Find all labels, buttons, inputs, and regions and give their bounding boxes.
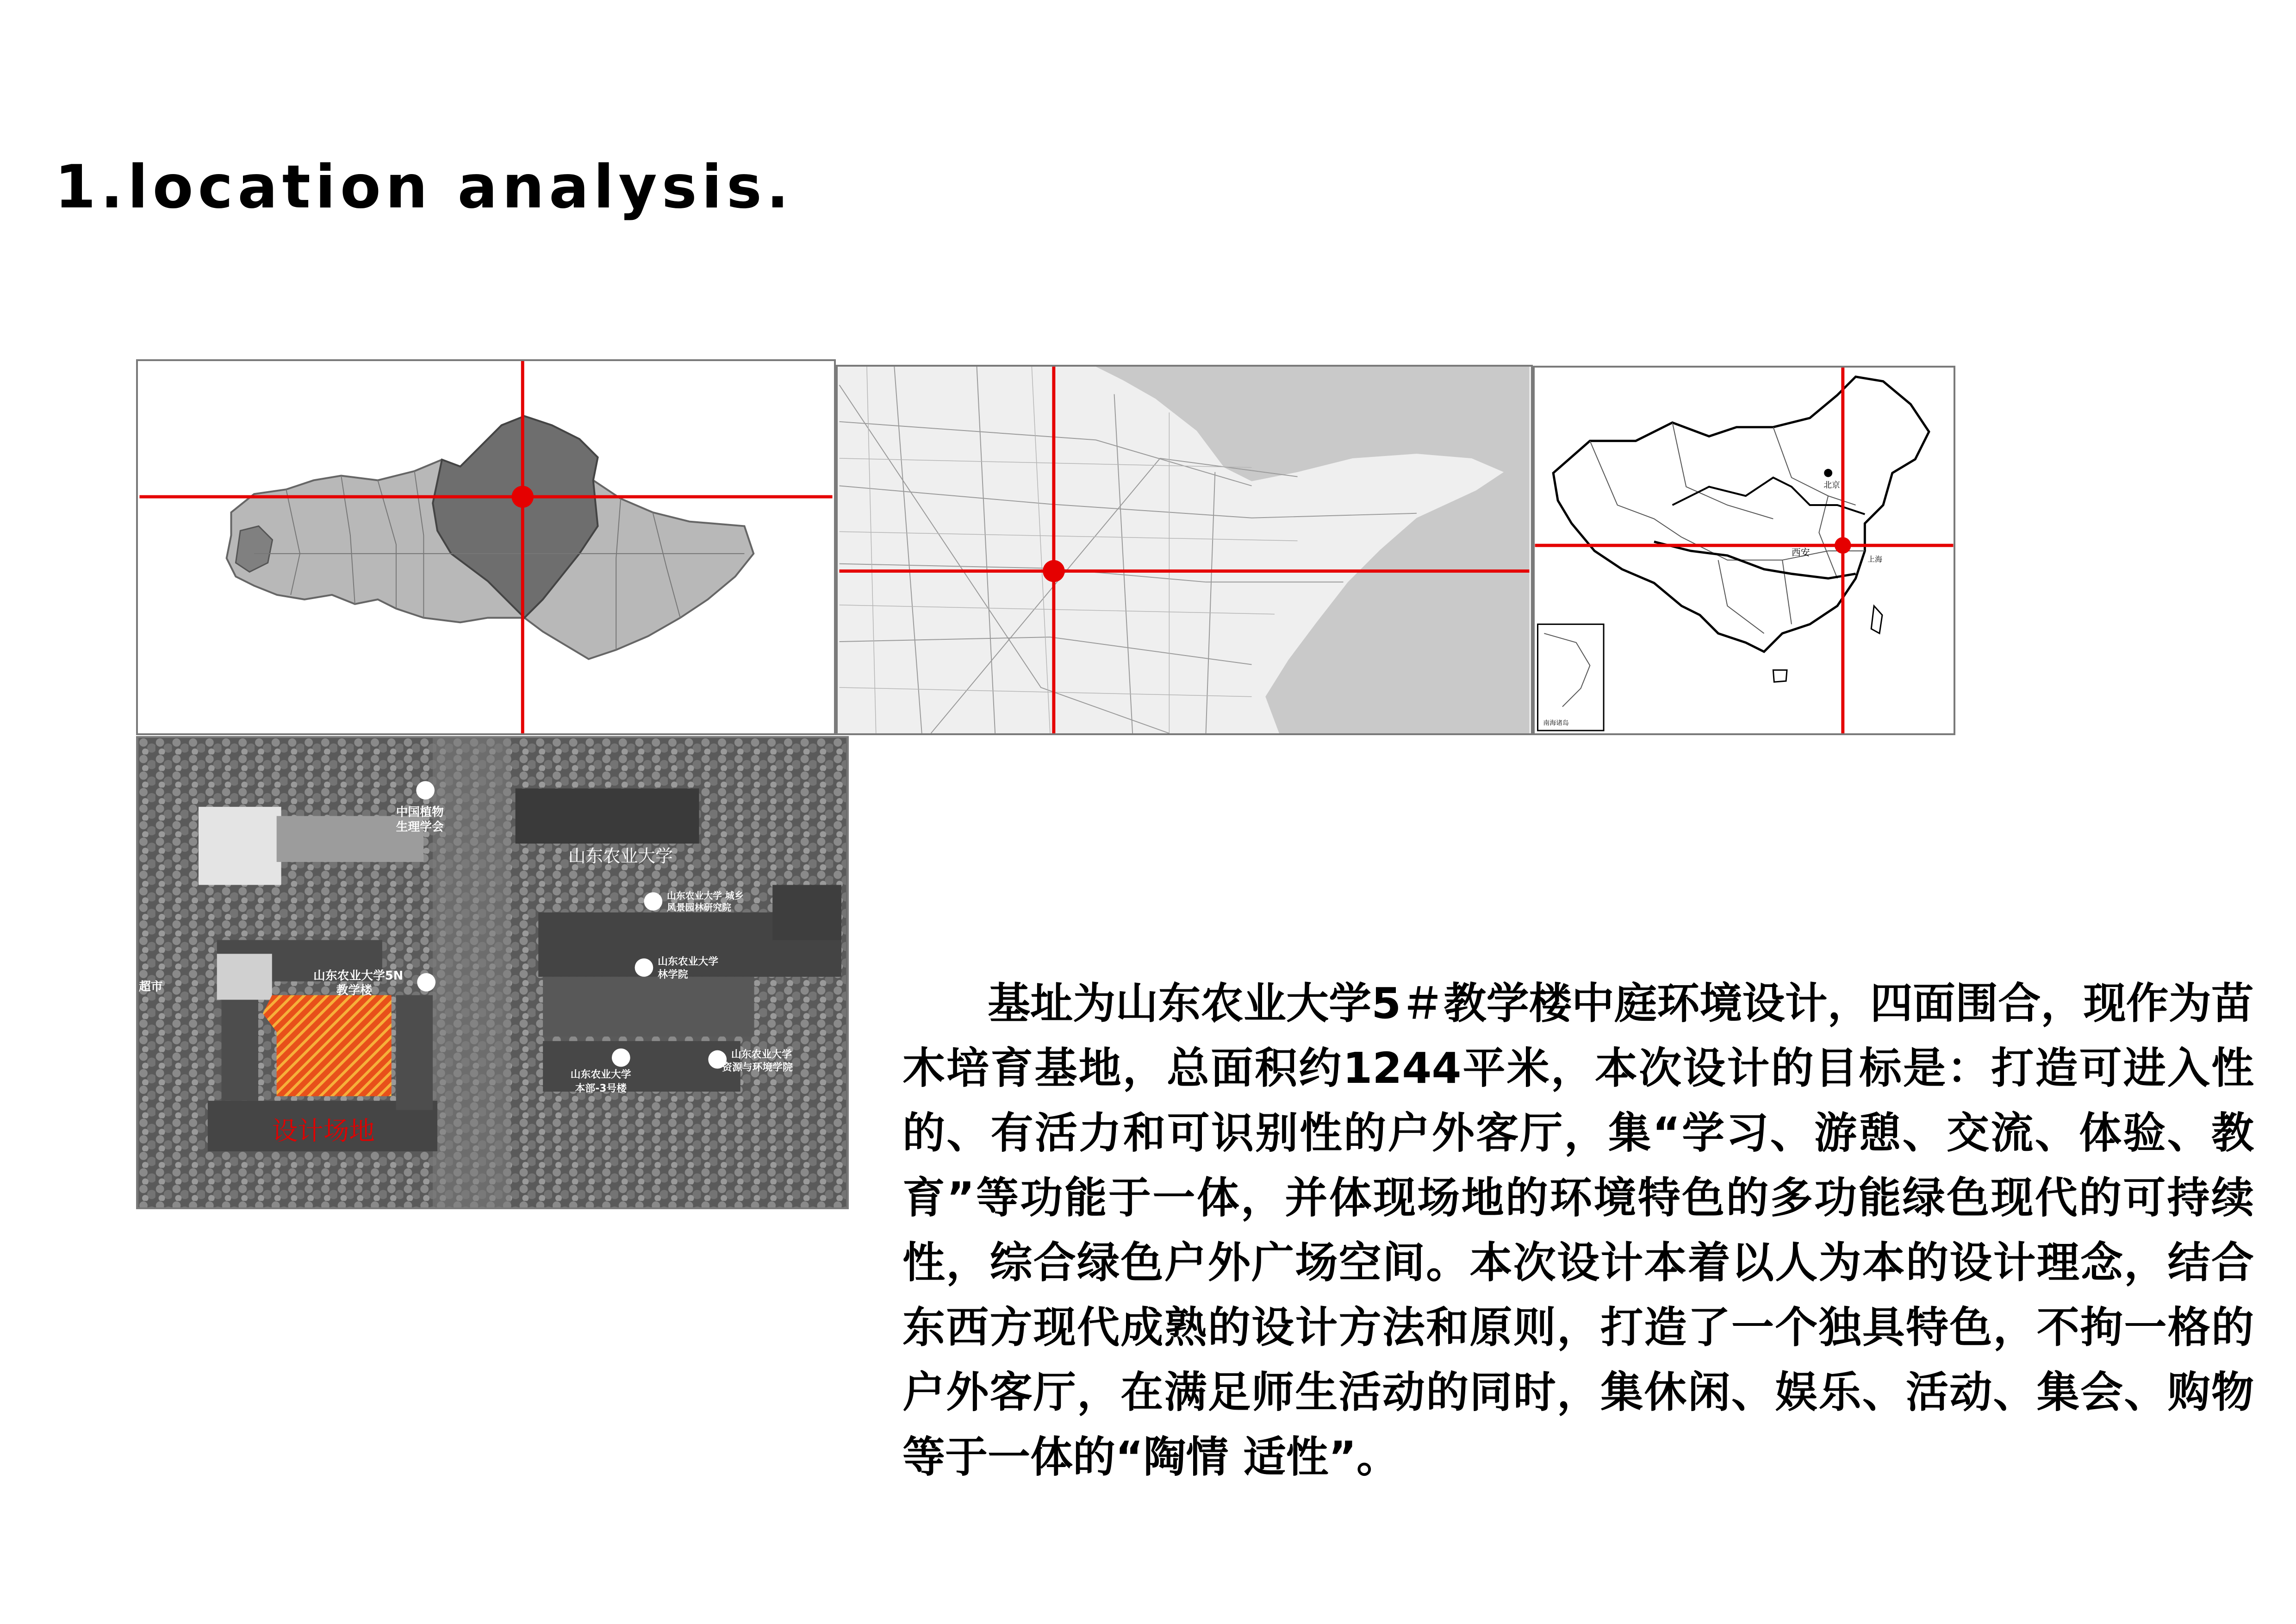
campus-satellite-graphic: [138, 738, 847, 1207]
building-right-2: [772, 885, 841, 940]
label-supermarket: 超市: [139, 980, 163, 994]
label-beijing: 北京: [1823, 480, 1840, 490]
city-district-map: [136, 359, 836, 735]
capital-star-icon: [1824, 469, 1832, 477]
label-environment-college-2: 资源与环境学院: [722, 1062, 793, 1074]
poi-dot: [635, 958, 653, 977]
country-map-graphic: [1535, 368, 1954, 733]
site-description: 基址为山东农业大学5＃教学楼中庭环境设计，四面围合，现作为苗木培育基地，总面积约1244平米，本次设计的目标是：打造可进入性的、有活力和可识别性的户外客厅，集“学习、游憩、交流、体验、教育”等功能于一体，并体现场地的环境特色的多功能绿色现代的可持续性，综合绿色户外广场空间。本次设计本着以人为本的设计理念，结合东西方现代成熟的设计方法和原则，打造了一个独具特色，不拘一格的户外客厅，在满足师生活动的同时，集休闲、娱乐、活动、集会、购物等于一体的“陶情 适性”。: [902, 979, 2254, 1482]
building-white: [199, 807, 281, 885]
design-site-area: [263, 995, 392, 1096]
building-left-3: [396, 995, 433, 1110]
poi-dot: [417, 973, 436, 992]
location-marker: [511, 486, 534, 508]
building-small: [217, 954, 272, 999]
china-outline: [1553, 377, 1929, 652]
label-main-campus-1: 山东农业大学: [570, 1069, 631, 1081]
sea-area: [1096, 367, 1530, 733]
label-landscape-institute-1: 山东农业大学 城乡: [667, 890, 744, 901]
road-strip: [433, 738, 511, 1207]
label-forestry-1: 山东农业大学: [658, 956, 719, 968]
location-marker: [1043, 560, 1065, 582]
hainan-shape: [1773, 670, 1787, 682]
label-shanghai: 上海: [1867, 555, 1882, 564]
campus-satellite-map: [136, 736, 849, 1209]
country-map: [1533, 366, 1955, 735]
location-marker: [1835, 537, 1851, 554]
taiwan-shape: [1871, 606, 1882, 633]
label-xian: 西安: [1791, 547, 1810, 558]
building-left-4: [222, 995, 258, 1101]
building-top-right: [516, 788, 699, 843]
label-university: 山东农业大学: [568, 845, 673, 866]
south-sea-inset: [1538, 624, 1604, 731]
parking-lot: [543, 977, 754, 1037]
poi-dot: [644, 892, 662, 911]
city-district-map-graphic: [138, 361, 834, 733]
label-plant-society-2: 生理学会: [396, 820, 444, 834]
label-plant-society-1: 中国植物: [396, 805, 444, 819]
label-teaching-building-1: 山东农业大学5N: [313, 968, 404, 983]
label-landscape-institute-2: 风景园林研究院: [667, 902, 731, 913]
regional-map-graphic: [838, 367, 1531, 733]
building-right-3: [543, 1041, 740, 1092]
page-title: 1.location analysis.: [55, 153, 794, 222]
label-design-site: 设计场地: [272, 1116, 375, 1147]
poi-dot: [416, 781, 435, 800]
label-main-campus-2: 本部-3号楼: [575, 1082, 627, 1094]
label-environment-college-1: 山东农业大学: [731, 1049, 792, 1061]
label-forestry-2: 林学院: [658, 968, 688, 981]
regional-map: [836, 365, 1533, 735]
label-teaching-building-2: 教学楼: [336, 983, 373, 998]
poi-dot: [612, 1049, 630, 1067]
label-south-sea-islands: 南海诸岛: [1543, 719, 1569, 727]
